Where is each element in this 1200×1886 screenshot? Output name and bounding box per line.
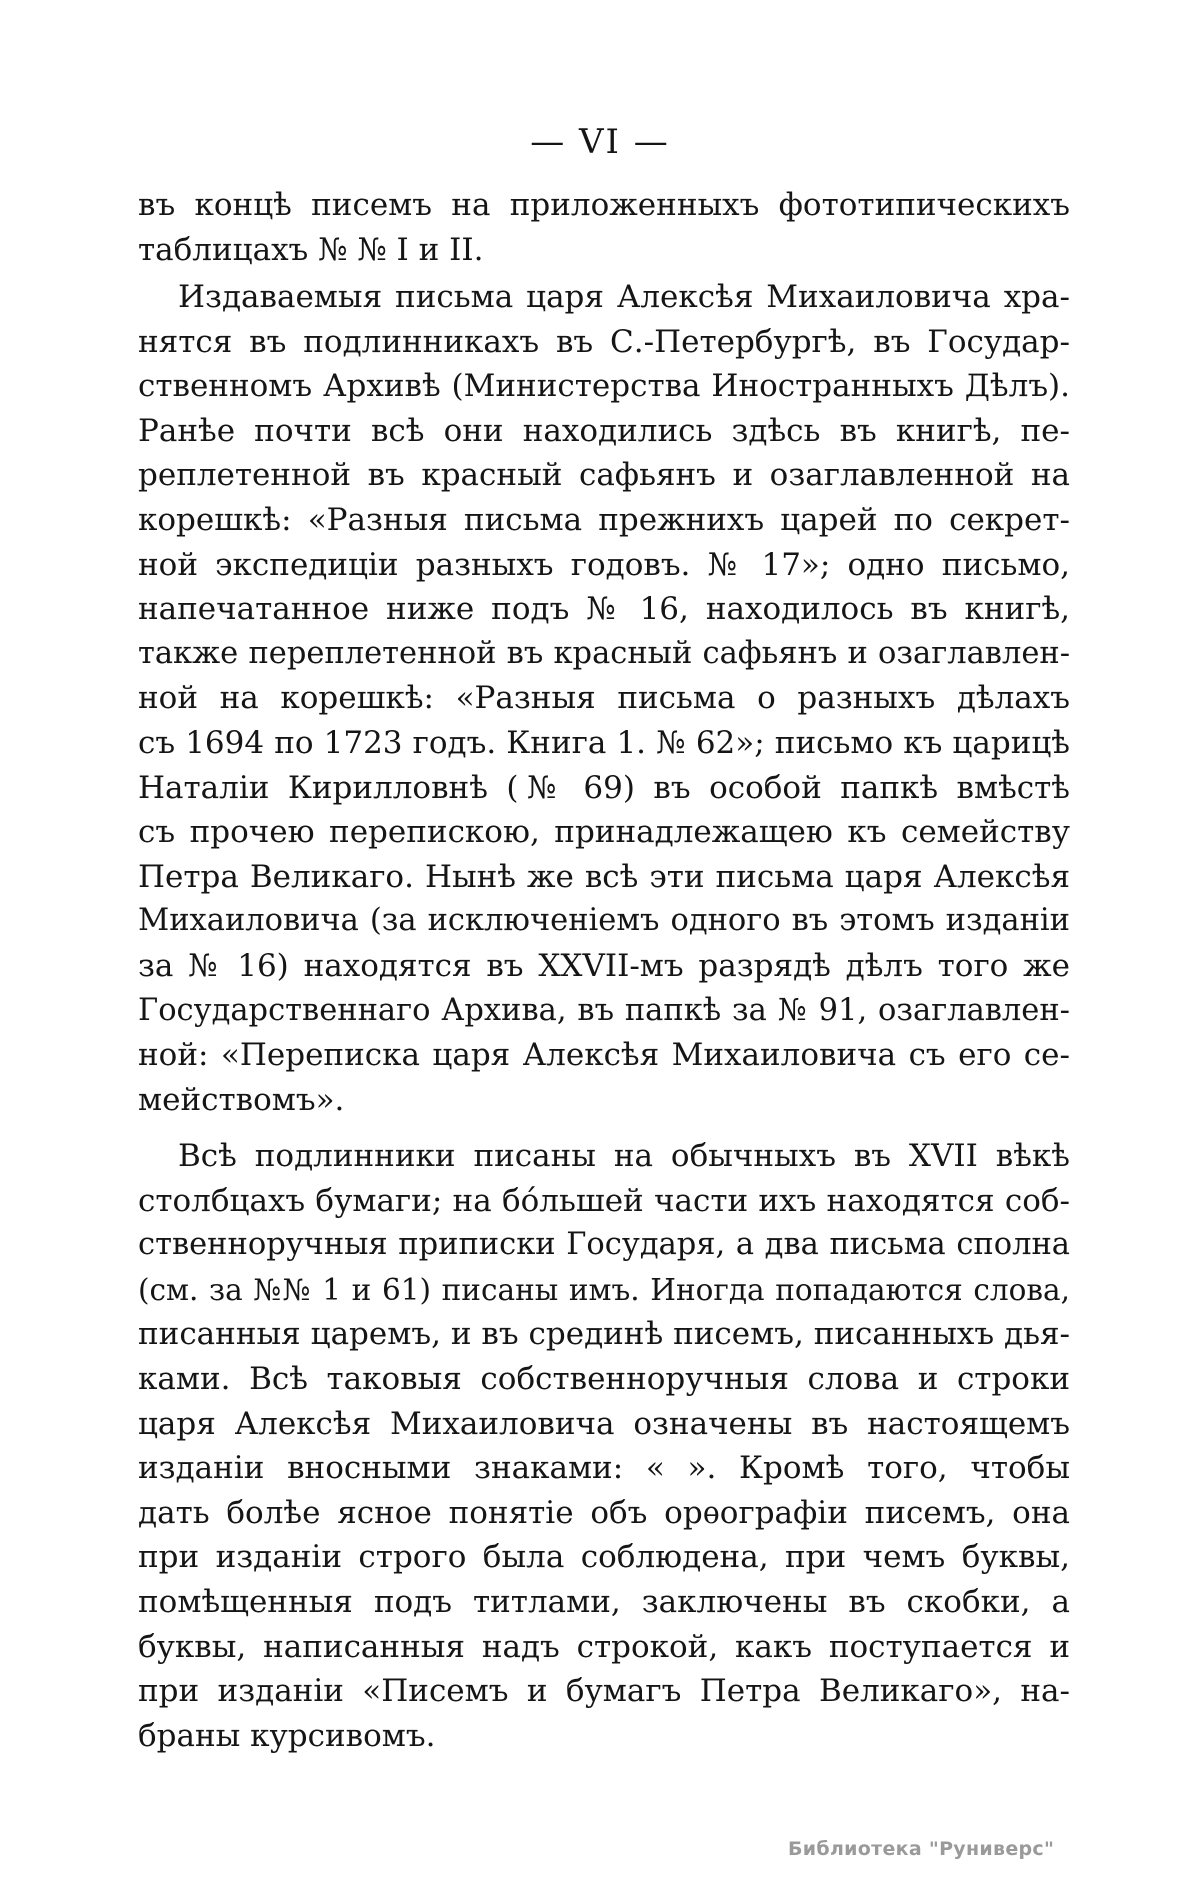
page-number: — VI —	[530, 122, 670, 162]
text-line: дать болѣе ясное понятiе объ орѳографiи писемъ, она	[138, 1494, 1070, 1531]
text-line: нятся въ подлинникахъ въ С.-Петербургѣ, въ Государ-	[138, 323, 1070, 360]
text-line: Петра Великаго. Нынѣ же всѣ эти письма царя Алексѣя	[138, 858, 1070, 895]
text-line: при изданiи «Писемъ и бумагъ Петра Великаго», на-	[138, 1673, 1070, 1710]
text-line: за № 16) находятся въ XXVII-мъ разрядѣ дѣлъ того же	[138, 947, 1070, 984]
text-line: съ 1694 по 1723 годъ. Книга 1. № 62»; письмо къ царицѣ	[138, 724, 1070, 761]
text-line: Наталiи Кирилловнѣ (№ 69) въ особой папкѣ вмѣстѣ	[138, 769, 1070, 806]
text-line: корешкѣ: «Разныя письма прежнихъ царей по секрет-	[138, 501, 1070, 538]
text-line: съ прочею перепискою, принадлежащею къ семейству	[138, 814, 1070, 851]
text-line: ственноручныя приписки Государя, а два письма сполна	[138, 1227, 1070, 1263]
paragraph-2	[138, 275, 1070, 1122]
text-line: ственномъ Архивѣ (Министерства Иностранныхъ Дѣлъ).	[138, 368, 1070, 405]
text-line: таблицахъ № № I и II.	[138, 231, 484, 268]
text-line: Государственнаго Архива, въ папкѣ за № 91, озаглавлен-	[138, 992, 1070, 1028]
text-line: Михаиловича (за исключенiемъ одного въ этомъ изданiи	[138, 903, 1070, 939]
text-line: Издаваемыя письма царя Алексѣя Михаиловича хра-	[178, 279, 1070, 315]
text-line: Всѣ подлинники писаны на обычныхъ въ XVII вѣкѣ	[178, 1138, 1070, 1174]
paragraph-3	[138, 1134, 1070, 1758]
text-line: также переплетенной въ красный сафьянъ и озаглавлен-	[138, 635, 1070, 671]
text-line: браны курсивомъ.	[138, 1717, 436, 1754]
text-line: ной на корешкѣ: «Разныя письма о разныхъ дѣлахъ	[138, 680, 1070, 717]
text-line: Ранѣе почти всѣ они находились здѣсь въ книгѣ, пе-	[138, 412, 1070, 449]
text-line: напечатанное ниже подъ № 16, находилось въ книгѣ,	[138, 591, 1070, 628]
text-line: въ концѣ писемъ на приложенныхъ фототипическихъ	[138, 187, 1070, 223]
text-line: ной экспедицiи разныхъ годовъ. № 17»; одно письмо,	[138, 546, 1070, 583]
text-line: царя Алексѣя Михаиловича означены въ настоящемъ	[138, 1405, 1070, 1442]
text-line: реплетенной въ красный сафьянъ и озаглавленной на	[138, 457, 1070, 494]
text-line: ками. Всѣ таковыя собственноручныя слова и строки	[138, 1360, 1070, 1397]
text-line: (см. за №№ 1 и 61) писаны имъ. Иногда попадаются слова,	[138, 1272, 1070, 1307]
text-line: буквы, написанныя надъ строкой, какъ поступается и	[138, 1628, 1070, 1665]
text-line: ной: «Переписка царя Алексѣя Михаиловича съ его се-	[138, 1037, 1070, 1074]
text-line: писанныя царемъ, и въ срединѣ писемъ, писанныхъ дья-	[138, 1316, 1070, 1353]
library-watermark: Библиотека "Руниверс"	[788, 1838, 1055, 1860]
paragraph-1	[138, 183, 1070, 272]
text-line: при изданiи строго была соблюдена, при чемъ буквы,	[138, 1539, 1070, 1576]
text-line: столбцахъ бумаги; на бóльшей части ихъ находятся соб-	[138, 1182, 1070, 1219]
text-line: изданiи вносными знаками: « ». Кромѣ того, чтобы	[138, 1450, 1070, 1487]
text-line: помѣщенныя подъ титлами, заключены въ скобки, а	[138, 1583, 1070, 1620]
text-line: мействомъ».	[138, 1081, 345, 1118]
